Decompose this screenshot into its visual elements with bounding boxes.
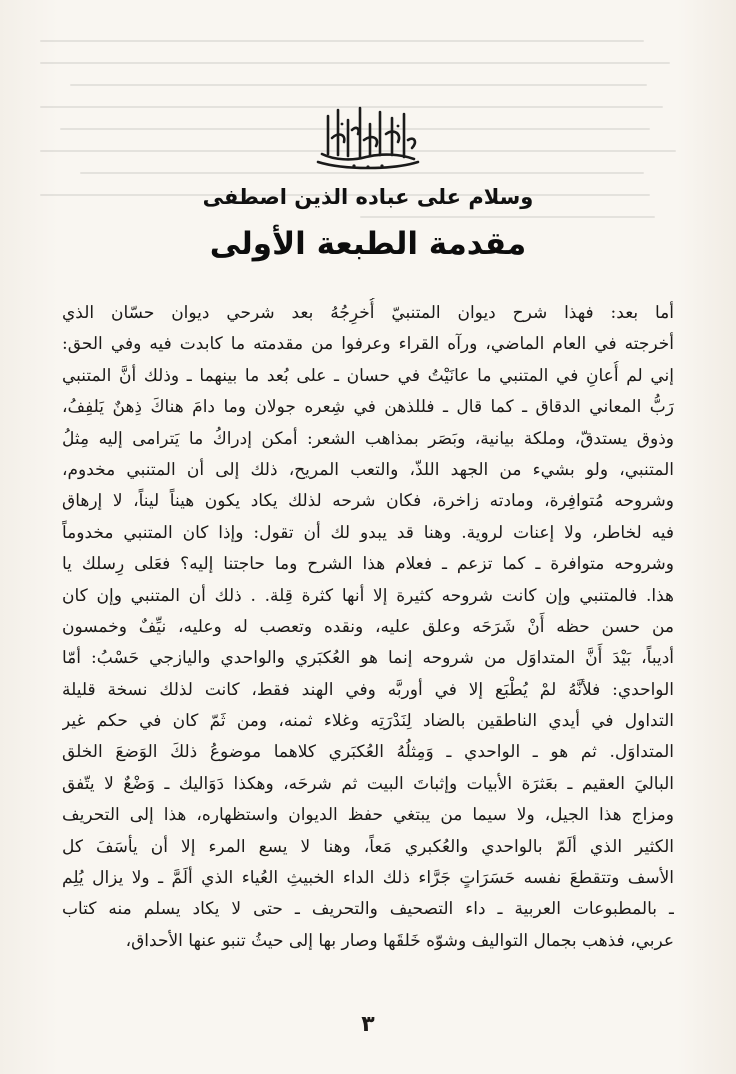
text-line: رَبُّ المعاني الدقاق ـ كما قال ـ فللذهن في شِعره جولان وما دامَ هناكَ ذِهنٌ يَلفِفُ، [62,397,674,418]
text-line: وشروحه مُتوافِرة، ومادته زاخرة، فكان شرحه لذلك يكاد يكون هيناً ليناً، لا إرهاق [62,491,674,512]
text-line: من حسن حظه أَنْ شَرَحَه وعلق عليه، ونقده وتعصب له وعليه، نيِّفٌ وخمسون [62,616,674,637]
text-line: ـ بالمطبوعات العربية ـ داء التصحيف والتحريف ـ حتى لا يكاد يسلم منه كتاب [62,899,674,920]
text-line: الواحدي: فلأنَّهُ لمْ يُطْبَع إلا في أوربَّه وفي الهند فقط، كانت لذلك نسخة قليلة [62,679,674,700]
text-line: هذا. فالمتنبي وإن كانت شروحه كثيرة إلا أنها كثرة قِلة. . ذلك أن المتنبي وإن كان [62,585,674,606]
text-line: المتنبي، ولو بشيء من الجهد اللذّ، والتعب المريح، ذلك إلى أن المتنبي مخدوم، [62,459,674,480]
page-title: مقدمة الطبعة الأولى [209,226,527,262]
greeting-line: وسلام على عباده الذين اصطفى [202,185,534,209]
text-line: ومزاج هذا الجيل، ولا سيما من يبتغي حفظ الديوان واستظهاره، هذا إلى التحريف [62,805,674,826]
text-line: الأسف وتتقطعَ نفسه حَسَرَاتٍ جَرَّاء ذلك الداء الخبيثِ العُياء الذي ألَمَّ ـ ولا يزال يُلِم [62,868,674,889]
text-line: أخرجته في العام الماضي، ورآه القراء وعرفوا من مقدمته ما كابدت فيه وفي الحق: [62,334,674,355]
text-line: الباليَ العقيم ـ بعَثرَة الأبيات وإثباتَ البيت ثم شرحَه، وهكذا دَوَاليك ـ وَضْعٌ لا يتّفق [62,773,674,794]
text-line: الكثير الذي ألَمّ بالواحدي والعُكبري مَعاً، وهنا لا يسع المرء إلا أن يأسَفَ كل [62,836,674,857]
text-line: فيه لخاطر، ولا إعنات لروية. وهنا قد يبدو لك أن تقول: وإذا كان المتنبي مخدوماً [62,522,674,543]
page-number: ٣ [361,1012,375,1037]
text-line: التداول في أيدي الناطقين بالضاد لِنَدْرَتِه وغلاء ثمنه، ومن ثَمّ كان في حكم غير [62,711,674,732]
text-line: عربي، فذهب بجمال التواليف وشوّه خَلقَها وصار بها إلى حيثُ تنبو عنها الأحداق، [125,930,674,951]
text-line: أما بعد: فهذا شرح ديوان المتنبيّ أُخرِجُهُ بعد شرحي ديوان حسّان الذي [62,303,674,323]
text-line: وشروحه متوافرة ـ كما تزعم ـ فعلام هذا الشرح وما حاجتنا إليه؟ فعَلى رِسلك يا [62,554,674,575]
text-line: أديباً، بَيْدَ أَنَّ المتداوَل من شروحه إنما هو العُكبَري والواحدي واليازجي حَسْبُ: أمّا [62,648,674,669]
text-line: وذوق يستدقّ، وملكة بيانية، وبَصَر بمذاهب الشعر: أمكن إدراكُ ما يَترامى إليه مِثلُ [62,428,674,449]
basmala-calligraphy [0,100,736,178]
text-line: المتداوَل. ثم هو ـ الواحدي ـ وَمِثلُهُ العُكبَري كلاهما موضوعُ ذلكَ الوَضعَ الخلق [62,742,674,763]
body-paragraph [62,298,674,957]
text-line: إني لم أُعانِ في المتنبي ما عانَيْتُ في حسان ـ على بُعد ما بينهما ـ وذلك أنَّ المتنبي [62,365,674,386]
basmala-calligraphy-icon [308,100,428,174]
